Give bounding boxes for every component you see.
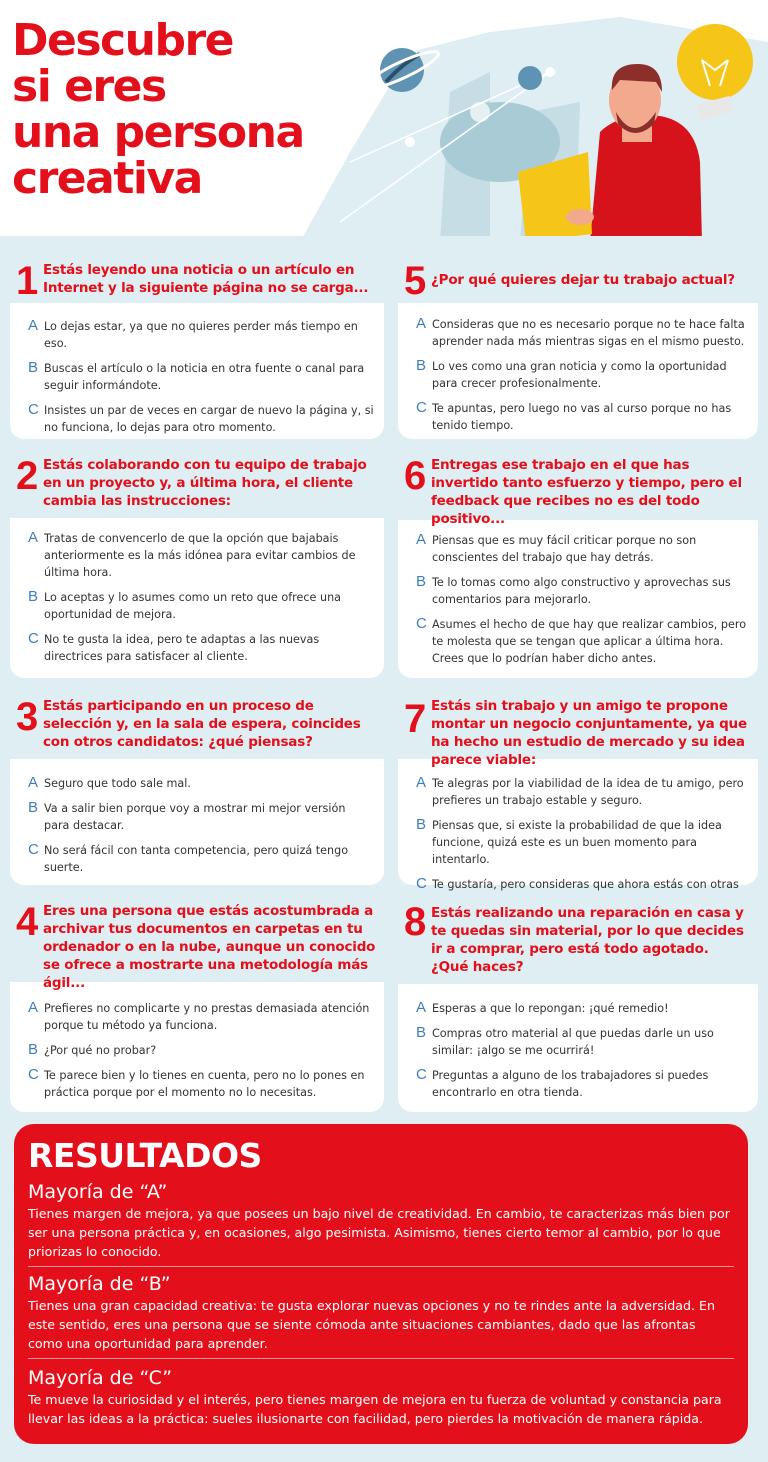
question-number: 6: [404, 454, 427, 498]
answer-option[interactable]: [398, 316, 758, 350]
answer-option[interactable]: [398, 532, 758, 566]
option-letter: A: [28, 774, 39, 791]
option-text: Seguro que todo sale mal.: [44, 777, 191, 790]
option-letter: B: [416, 816, 427, 833]
option-text: Asumes el hecho de que hay que realizar cambios, pero te molesta que se tengan que aplicar a última hora. Crees que lo podrían haber dicho antes.: [432, 618, 747, 665]
answer-option[interactable]: [10, 530, 384, 581]
option-letter: B: [416, 573, 427, 590]
options-list: [10, 1000, 384, 1109]
question-header: [398, 446, 758, 527]
option-text: Tratas de convencerlo de que la opción que bajabais anteriormente es la más idónea para evitar cambios de última hora.: [44, 532, 356, 579]
answer-option[interactable]: [10, 842, 384, 876]
question-header: [398, 253, 758, 303]
option-text: Lo aceptas y lo asumes como un reto que ofrece una oportunidad de mejora.: [44, 591, 342, 621]
question-number: 2: [16, 454, 39, 498]
question-card: [10, 892, 384, 1112]
question-header: [10, 446, 384, 518]
result-heading: Mayoría de “A”: [28, 1181, 168, 1203]
answer-option[interactable]: [398, 775, 758, 809]
question-card: [10, 685, 384, 885]
option-text: Compras otro material al que puedas darle un uso similar: ¡algo se me ocurrirá!: [432, 1027, 714, 1057]
answer-option[interactable]: [10, 318, 384, 352]
results-title: RESULTADOS: [28, 1136, 262, 1175]
option-text: Te gustaría, pero consideras que ahora estás con otras: [432, 878, 739, 891]
option-text: Te apuntas, pero luego no vas al curso porque no has tenido tiempo.: [432, 402, 732, 432]
answer-option[interactable]: [398, 1067, 758, 1101]
title-line: una persona: [12, 107, 304, 158]
question-header: [10, 685, 384, 759]
question-text: Estás leyendo una noticia o un artículo en Internet y la siguiente página no se carga...: [43, 262, 369, 296]
result-text: Te mueve la curiosidad y el interés, pero tienes margen de mejora en tu fuerza de voluntad y constancia para llevar las ideas a la práctica: sueles ilusionarte con facilidad, pero pierdes la motivación de manera rápida.: [28, 1392, 722, 1426]
option-letter: B: [28, 799, 39, 816]
divider: [28, 1266, 734, 1267]
title-line: creativa: [12, 153, 202, 204]
question-header: [398, 685, 758, 768]
question-card: [10, 446, 384, 678]
option-text: No será fácil con tanta competencia, pero quizá tengo suerte.: [44, 844, 349, 874]
option-letter: A: [416, 531, 427, 548]
result-text: Tienes una gran capacidad creativa: te gusta explorar nuevas opciones y no te rindes ante la adversidad. En este sentido, eres una persona que se siente cómoda ante situaciones cambiantes, dado que las afrontas como una oportunidad para aprender.: [28, 1298, 715, 1351]
question-number: 4: [16, 900, 39, 944]
question-text: Estás colaborando con tu equipo de trabajo en un proyecto y, a última hora, el cliente cambia las instrucciones:: [43, 457, 367, 509]
question-text: ¿Por qué quieres dejar tu trabajo actual?: [431, 272, 735, 288]
option-letter: A: [416, 315, 427, 332]
dot-shape: [470, 102, 490, 122]
option-text: No te gusta la idea, pero te adaptas a las nuevas directrices para satisfacer al cliente.: [44, 633, 320, 663]
option-letter: C: [28, 630, 39, 647]
option-letter: B: [416, 357, 427, 374]
question-number: 3: [16, 695, 39, 739]
option-letter: C: [416, 875, 427, 892]
answer-option[interactable]: [398, 400, 758, 434]
option-letter: A: [28, 529, 39, 546]
option-letter: B: [416, 1024, 427, 1041]
answer-option[interactable]: [10, 631, 384, 665]
options-list: [10, 775, 384, 884]
option-letter: A: [28, 317, 39, 334]
answer-option[interactable]: [10, 1042, 384, 1059]
answer-option[interactable]: [10, 775, 384, 792]
title-line: si eres: [12, 61, 166, 112]
answer-option[interactable]: [10, 800, 384, 834]
option-text: Te alegras por la viabilidad de la idea de tu amigo, pero prefieres un trabajo estable y seguro.: [432, 777, 744, 807]
options-list: [398, 316, 758, 442]
answer-option[interactable]: [398, 616, 758, 667]
question-text: Entregas ese trabajo en el que has invertido tanto esfuerzo y tiempo, pero el feedback que recibes no es del todo positivo...: [431, 457, 742, 527]
options-list: [398, 1000, 758, 1109]
option-text: Preguntas a alguno de los trabajadores si puedes encontrarlo en otra tienda.: [432, 1069, 709, 1099]
question-number: 1: [16, 259, 39, 303]
question-text: Estás sin trabajo y un amigo te propone montar un negocio conjuntamente, ya que ha hecho un estudio de mercado y su idea parece viable:: [431, 698, 747, 768]
option-letter: B: [28, 359, 39, 376]
question-card: [398, 685, 758, 892]
option-text: Va a salir bien porque voy a mostrar mi mejor versión para destacar.: [44, 802, 346, 832]
option-letter: C: [28, 1066, 39, 1083]
question-text: Estás realizando una reparación en casa y te quedas sin material, por lo que decides ir a comprar, pero está todo agotado. ¿Qué haces?: [431, 905, 744, 975]
hero-illustration: [290, 12, 768, 242]
question-card: [10, 253, 384, 439]
option-text: Te lo tomas como algo constructivo y aprovechas sus comentarios para mejorarlo.: [432, 576, 731, 606]
option-letter: C: [416, 399, 427, 416]
answer-option[interactable]: [398, 574, 758, 608]
option-letter: A: [416, 999, 427, 1016]
answer-option[interactable]: [398, 358, 758, 392]
options-list: [10, 318, 384, 444]
answer-option[interactable]: [10, 360, 384, 394]
divider: [28, 1358, 734, 1359]
question-card: [398, 446, 758, 678]
answer-option[interactable]: [398, 817, 758, 868]
dot-shape: [405, 137, 415, 147]
title-line: Descubre: [12, 15, 233, 66]
options-list: [398, 532, 758, 675]
option-letter: A: [28, 999, 39, 1016]
moon-icon: [518, 66, 542, 90]
results-panel: [14, 1124, 748, 1444]
result-item: [28, 1180, 734, 1261]
option-text: Piensas que, si existe la probabilidad de que la idea funcione, quizá este es un buen momento para intentarlo.: [432, 819, 722, 866]
answer-option[interactable]: [10, 1000, 384, 1034]
option-letter: C: [28, 841, 39, 858]
answer-option[interactable]: [398, 1000, 758, 1017]
option-letter: C: [416, 615, 427, 632]
answer-option[interactable]: [398, 1025, 758, 1059]
result-item: [28, 1366, 734, 1428]
question-number: 8: [404, 900, 427, 944]
option-letter: C: [416, 1066, 427, 1083]
option-text: Esperas a que lo repongan: ¡qué remedio!: [432, 1002, 669, 1015]
option-text: Piensas que es muy fácil criticar porque no son conscientes del trabajo que hay detrás.: [432, 534, 697, 564]
question-text: Estás participando en un proceso de selección y, en la sala de espera, coincides con otros candidatos: ¿qué piensas?: [43, 698, 361, 750]
option-letter: B: [28, 588, 39, 605]
question-number: 7: [404, 697, 427, 741]
options-list: [10, 530, 384, 673]
result-item: [28, 1272, 734, 1353]
option-text: Buscas el artículo o la noticia en otra fuente o canal para seguir informándote.: [44, 362, 365, 392]
answer-option[interactable]: [10, 402, 384, 436]
option-letter: B: [28, 1041, 39, 1058]
question-text: Eres una persona que estás acostumbrada a archivar tus documentos en carpetas en tu ordenador o en la nube, aunque un conocido se ofrece a mostrarte una metodología más ágil...: [43, 903, 376, 991]
question-card: [398, 253, 758, 439]
question-header: [398, 892, 758, 984]
result-text: Tienes margen de mejora, ya que posees un bajo nivel de creatividad. En cambio, te caracterizas más bien por ser una persona práctica y, en ocasiones, algo pesimista. Asimismo, tienes cierto temor al cambio, por lo que priorizas lo conocido.: [28, 1206, 730, 1259]
option-letter: C: [28, 401, 39, 418]
option-text: Lo ves como una gran noticia y como la oportunidad para crecer profesionalmente.: [432, 360, 727, 390]
question-card: [398, 892, 758, 1112]
option-letter: A: [416, 774, 427, 791]
option-text: Te parece bien y lo tienes en cuenta, pero no lo pones en práctica porque por el momento no lo necesitas.: [44, 1069, 365, 1099]
result-heading: Mayoría de “B”: [28, 1273, 171, 1295]
option-text: Prefieres no complicarte y no prestas demasiada atención porque tu método ya funciona.: [44, 1002, 370, 1032]
option-text: Insistes un par de veces en cargar de nuevo la página y, si no funciona, lo dejas para otro momento.: [44, 404, 374, 434]
result-heading: Mayoría de “C”: [28, 1367, 173, 1389]
question-header: [10, 892, 384, 991]
option-text: ¿Por qué no probar?: [44, 1044, 157, 1057]
dot-shape: [545, 67, 555, 77]
question-number: 5: [404, 259, 427, 303]
option-text: Lo dejas estar, ya que no quieres perder más tiempo en eso.: [44, 320, 358, 350]
option-text: Consideras que no es necesario porque no te hace falta aprender nada más mientras sigas en el mismo puesto.: [432, 318, 745, 348]
answer-option[interactable]: [10, 589, 384, 623]
answer-option[interactable]: [10, 1067, 384, 1101]
question-header: [10, 253, 384, 303]
